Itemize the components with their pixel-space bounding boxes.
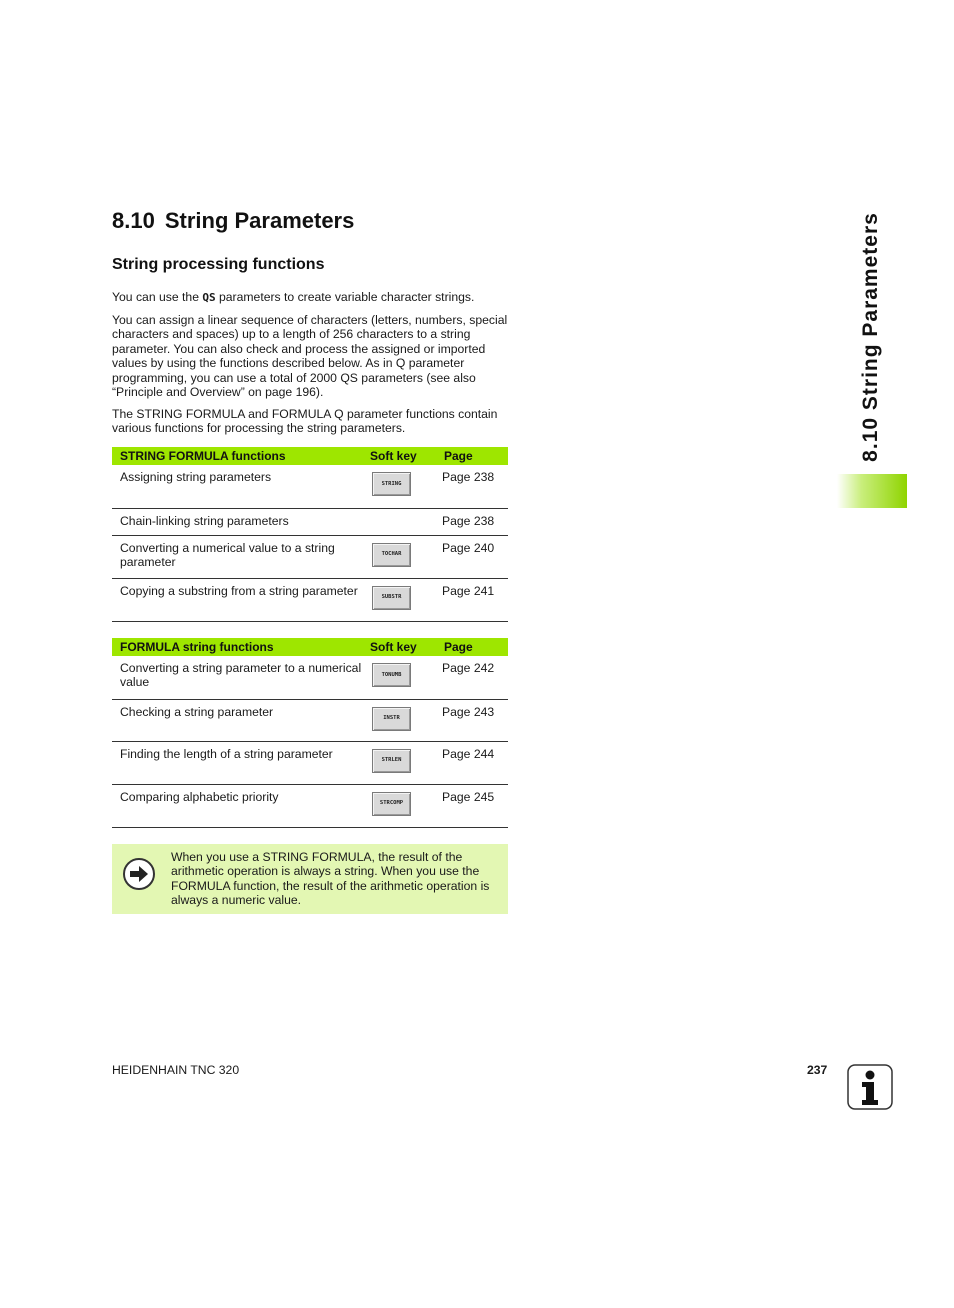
note-box — [112, 844, 508, 914]
side-chapter-title-text: 8.10 String Parameters — [859, 212, 882, 462]
table-row — [112, 741, 508, 784]
section-number: 8.10 — [112, 208, 155, 233]
intro-text-before: You can use the — [112, 290, 203, 304]
page-reference[interactable]: Page 240 — [436, 535, 508, 578]
section-heading — [112, 208, 354, 234]
body-paragraph-3: The STRING FORMULA and FORMULA Q parameter functions contain various functions for processing the string parameters. — [112, 407, 498, 436]
softkey-tonumb-button[interactable]: TONUMB — [372, 663, 411, 687]
softkey-cell — [362, 656, 436, 699]
table-row — [112, 699, 508, 741]
column-header-functions: FORMULA string functions — [112, 638, 362, 656]
column-header-page: Page — [436, 447, 508, 465]
page-reference[interactable]: Page 241 — [436, 578, 508, 621]
note-text: When you use a STRING FORMULA, the result of the arithmetic operation is always a string. When you use the FORMULA function, the result of the arithmetic operation is always a numeric value. — [171, 850, 490, 908]
function-description: Converting a numerical value to a string parameter — [112, 535, 362, 578]
table-row — [112, 784, 508, 827]
column-header-softkey: Soft key — [362, 447, 436, 465]
info-icon — [847, 1064, 893, 1110]
page-reference[interactable]: Page 244 — [436, 741, 508, 784]
chapter-tab-marker — [837, 474, 907, 508]
page-reference[interactable]: Page 238 — [436, 465, 508, 508]
side-chapter-title — [857, 214, 885, 460]
table-header-row — [112, 447, 508, 465]
softkey-cell-empty — [362, 508, 436, 535]
function-description: Chain-linking string parameters — [112, 508, 362, 535]
subsection-heading: String processing functions — [112, 256, 325, 273]
intro-code: QS — [202, 291, 216, 304]
formula-string-table — [112, 638, 508, 828]
softkey-substr-button[interactable]: SUBSTR — [372, 586, 411, 610]
footer-product: HEIDENHAIN TNC 320 — [112, 1063, 240, 1077]
page-number: 237 — [807, 1063, 828, 1077]
softkey-cell — [362, 465, 436, 508]
page-reference[interactable]: Page 242 — [436, 656, 508, 699]
softkey-cell — [362, 699, 436, 741]
function-description: Comparing alphabetic priority — [112, 784, 362, 827]
softkey-cell — [362, 741, 436, 784]
column-header-softkey: Soft key — [362, 638, 436, 656]
softkey-strcomp-button[interactable]: STRCOMP — [372, 792, 411, 816]
softkey-cell — [362, 535, 436, 578]
arrow-right-icon — [122, 857, 156, 891]
function-description: Converting a string parameter to a numerical value — [112, 656, 362, 699]
softkey-string-button[interactable]: STRING — [372, 472, 411, 496]
page-reference[interactable]: Page 243 — [436, 699, 508, 741]
table-row — [112, 465, 508, 508]
section-title: String Parameters — [164, 208, 355, 233]
softkey-tochar-button[interactable]: TOCHAR — [372, 543, 411, 567]
function-description: Finding the length of a string parameter — [112, 741, 362, 784]
page-reference[interactable]: Page 245 — [436, 784, 508, 827]
column-header-functions: STRING FORMULA functions — [112, 447, 362, 465]
table-row — [112, 535, 508, 578]
table-row — [112, 508, 508, 535]
softkey-strlen-button[interactable]: STRLEN — [372, 749, 411, 773]
intro-text-after: parameters to create variable character strings. — [215, 290, 475, 304]
table-row — [112, 656, 508, 699]
table-row — [112, 578, 508, 621]
softkey-cell — [362, 784, 436, 827]
function-description: Assigning string parameters — [112, 465, 362, 508]
intro-paragraph — [112, 290, 508, 305]
table-header-row — [112, 638, 508, 656]
string-formula-table — [112, 447, 508, 622]
page-reference[interactable]: Page 238 — [436, 508, 508, 535]
softkey-cell — [362, 578, 436, 621]
softkey-instr-button[interactable]: INSTR — [372, 707, 411, 731]
function-description: Checking a string parameter — [112, 699, 362, 741]
body-paragraph-2: You can assign a linear sequence of characters (letters, numbers, special characters and spaces) up to a length of 256 characters to a string parameter. You can also check and process the assigned or imported values by using the functions described below. As in Q parameter programming, you can use a total of 2000 QS parameters (see also “Principle and Overview” on page 196). — [112, 313, 508, 400]
function-description: Copying a substring from a string parameter — [112, 578, 362, 621]
column-header-page: Page — [436, 638, 508, 656]
